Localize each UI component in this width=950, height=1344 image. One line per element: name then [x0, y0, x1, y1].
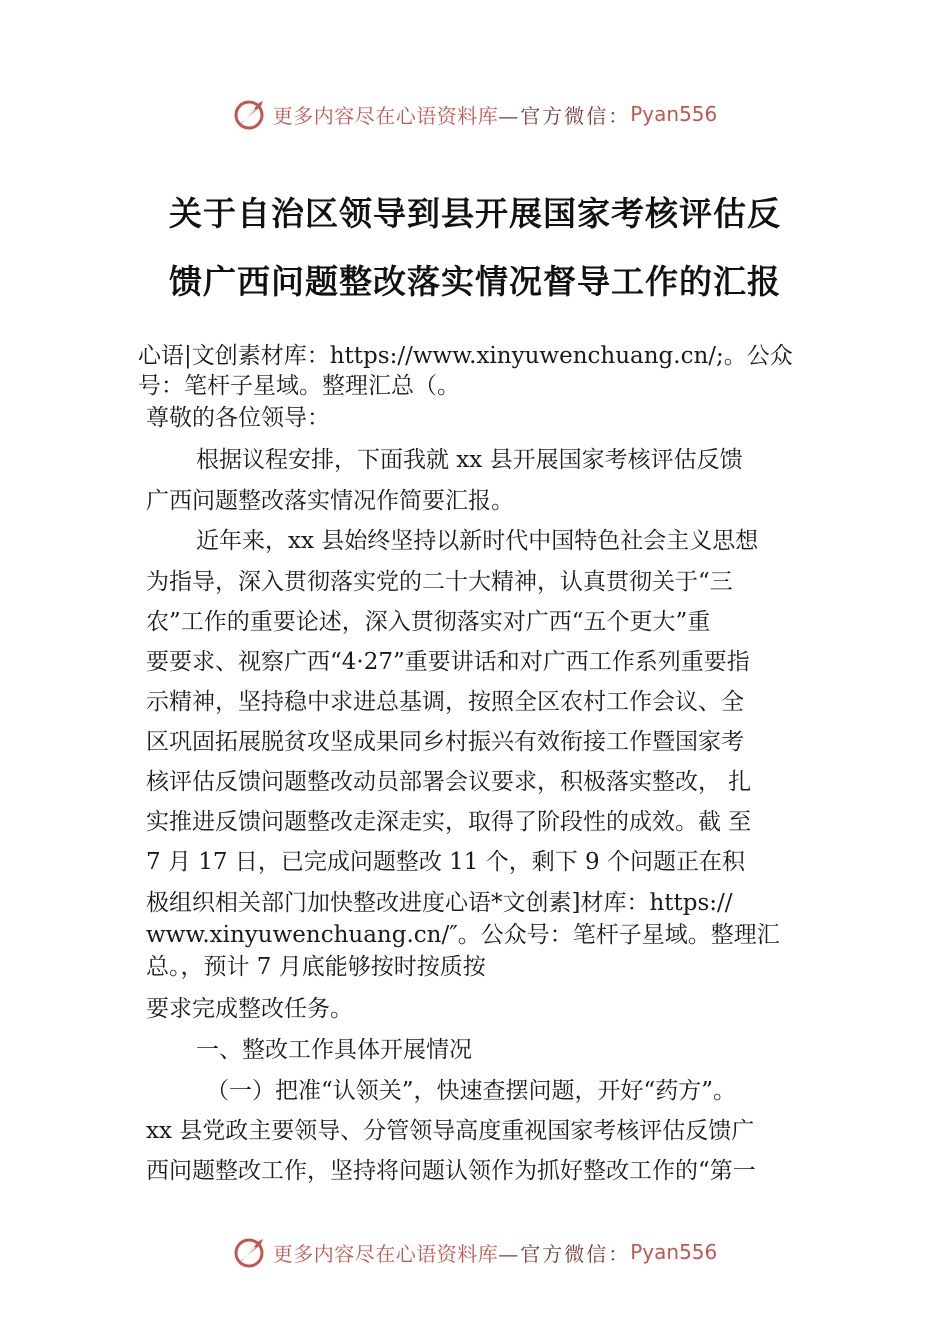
section-heading: 一、整改工作具体开展情况	[196, 1037, 472, 1063]
body-line: 核评估反馈问题整改动员部署会议要求，积极落实整改， 扎	[146, 769, 752, 795]
banner-sub-text: —官方微信：	[498, 103, 631, 128]
body-line: 7 月 17 日，已完成问题整改 11 个，剩下 9 个问题正在积	[146, 849, 745, 875]
body-line: 根据议程安排，下面我就 xx 县开展国家考核评估反馈	[196, 447, 743, 473]
body-line: 农”工作的重要论述，深入贯彻落实对广西“五个更大”重	[146, 609, 711, 635]
body-line: 为指导，深入贯彻落实党的二十大精神，认真贯彻关于“三	[146, 569, 733, 595]
body-line: 总。，预计 7 月底能够按时按质按	[146, 954, 486, 980]
document-title-line-1: 关于自治区领导到县开展国家考核评估反	[169, 194, 781, 233]
body-line: 近年来，xx 县始终坚持以新时代中国特色社会主义思想	[196, 528, 759, 554]
quill-logo-icon	[233, 1235, 267, 1269]
footer-banner	[0, 1232, 950, 1272]
body-line: 要要求、视察广西“4·27”重要讲话和对广西工作系列重要指	[146, 649, 750, 675]
document-title-line-2: 馈广西问题整改落实情况督导工作的汇报	[169, 262, 781, 301]
body-line: xx 县党政主要领导、分管领导高度重视国家考核评估反馈广	[146, 1118, 755, 1144]
subsection-heading: （一）把准“认领关”，快速查摆问题，开好“药方”。	[206, 1078, 737, 1104]
salutation: 尊敬的各位领导：	[146, 405, 330, 431]
body-line: 广西问题整改落实情况作简要汇报。	[146, 488, 514, 514]
banner-main-text: 更多内容尽在心语资料库	[272, 1241, 499, 1266]
body-line: 实推进反馈问题整改走深走实，取得了阶段性的成效。截 至	[146, 809, 752, 835]
header-banner	[0, 94, 950, 134]
banner-wechat-id: Pyan556	[630, 1240, 718, 1264]
banner-sub-text: —官方微信：	[498, 1241, 631, 1266]
body-line: 区巩固拓展脱贫攻坚成果同乡村振兴有效衔接工作暨国家考	[146, 729, 744, 755]
banner-wechat-id: Pyan556	[630, 102, 718, 126]
body-line: 要求完成整改任务。	[146, 996, 353, 1022]
banner-main-text: 更多内容尽在心语资料库	[272, 103, 499, 128]
body-line: 西问题整改工作，坚持将问题认领作为抓好整改工作的“第一	[146, 1158, 756, 1184]
quill-logo-icon	[233, 97, 267, 131]
body-line: 号：笔杆子星域。整理汇总（。	[138, 373, 460, 399]
body-line: 心语|文创素材库：https://www.xinyuwenchuang.cn/;。公众	[138, 343, 793, 369]
body-line: www.xinyuwenchuang.cn/″。公众号：笔杆子星域。整理汇	[146, 922, 780, 948]
body-line: 示精神，坚持稳中求进总基调，按照全区农村工作会议、全	[146, 689, 744, 715]
body-line: 极组织相关部门加快整改进度心语*文创素]材库：https://	[146, 890, 733, 916]
